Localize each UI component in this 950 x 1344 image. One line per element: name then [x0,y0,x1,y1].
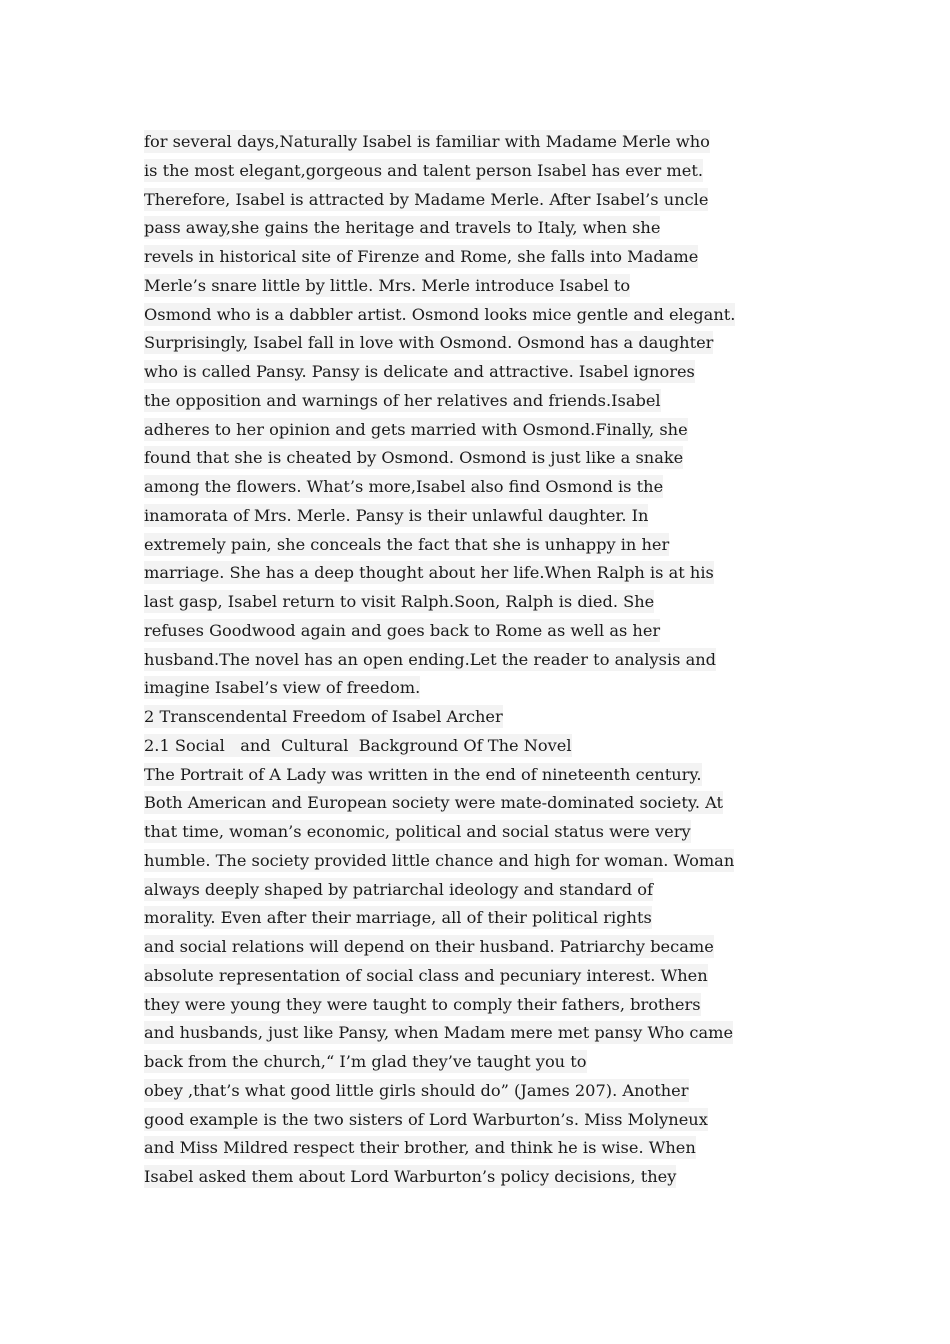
subsection-heading: 2.1 Social and Cultural Background Of The Novel [144,735,572,755]
text-line: for several days,Naturally Isabel is familiar with Madame Merle who [144,132,710,151]
text-line: pass away,she gains the heritage and travels to Italy, when she [144,218,661,238]
text-line: The Portrait of A Lady was written in the end of nineteenth century. [144,764,702,784]
text-line: that time, woman’s economic, political and social status were very [144,822,691,841]
text-line: who is called Pansy. Pansy is delicate and attractive. Isabel ignores [144,362,695,381]
body-text [144,128,824,1192]
text-line: extremely pain, she conceals the fact that she is unhappy in her [144,534,670,554]
text-line: good example is the two sisters of Lord Warburton’s. Miss Molyneux [144,1109,708,1129]
text-line: Both American and European society were mate-dominated society. At [144,793,724,813]
text-line: Merle’s snare little by little. Mrs. Merle introduce Isabel to [144,275,631,295]
text-line: among the flowers. What’s more,Isabel also find Osmond is the [144,477,664,496]
text-line: adheres to her opinion and gets married with Osmond.Finally, she [144,419,688,439]
text-line: and Miss Mildred respect their brother, and think he is wise. When [144,1138,696,1158]
text-line: Osmond who is a dabbler artist. Osmond looks mice gentle and elegant. [144,304,736,324]
text-line: husband.The novel has an open ending.Let the reader to analysis and [144,649,717,669]
text-line: they were young they were taught to comply their fathers, brothers [144,994,701,1014]
text-line: obey ,that’s what good little girls should do” (James 207). Another [144,1080,689,1100]
text-line: absolute representation of social class and pecuniary interest. When [144,965,708,985]
text-line: imagine Isabel’s view of freedom. [144,678,421,698]
section-heading: 2 Transcendental Freedom of Isabel Archer [144,707,503,726]
text-line: last gasp, Isabel return to visit Ralph.Soon, Ralph is died. She [144,592,655,611]
text-line: marriage. She has a deep thought about her life.When Ralph is at his [144,563,714,583]
text-line: always deeply shaped by patriarchal ideology and standard of [144,879,653,899]
text-line: the opposition and warnings of her relatives and friends.Isabel [144,390,661,410]
text-line: inamorata of Mrs. Merle. Pansy is their unlawful daughter. In [144,505,649,525]
text-line: found that she is cheated by Osmond. Osmond is just like a snake [144,448,684,468]
text-line: is the most elegant,gorgeous and talent person Isabel has ever met. [144,160,703,180]
text-line: and husbands, just like Pansy, when Madam mere met pansy Who came [144,1023,734,1043]
text-line: morality. Even after their marriage, all of their political rights [144,908,652,928]
text-line: and social relations will depend on their husband. Patriarchy became [144,937,714,956]
text-line: Isabel asked them about Lord Warburton’s policy decisions, they [144,1167,677,1186]
text-line: back from the church,“ I’m glad they’ve taught you to [144,1052,587,1071]
text-line: Therefore, Isabel is attracted by Madame Merle. After Isabel’s uncle [144,189,709,209]
text-line: revels in historical site of Firenze and Rome, she falls into Madame [144,247,699,266]
text-line: Surprisingly, Isabel fall in love with Osmond. Osmond has a daughter [144,333,714,353]
text-line: refuses Goodwood again and goes back to Rome as well as her [144,620,661,640]
text-line: humble. The society provided little chance and high for woman. Woman [144,850,735,870]
